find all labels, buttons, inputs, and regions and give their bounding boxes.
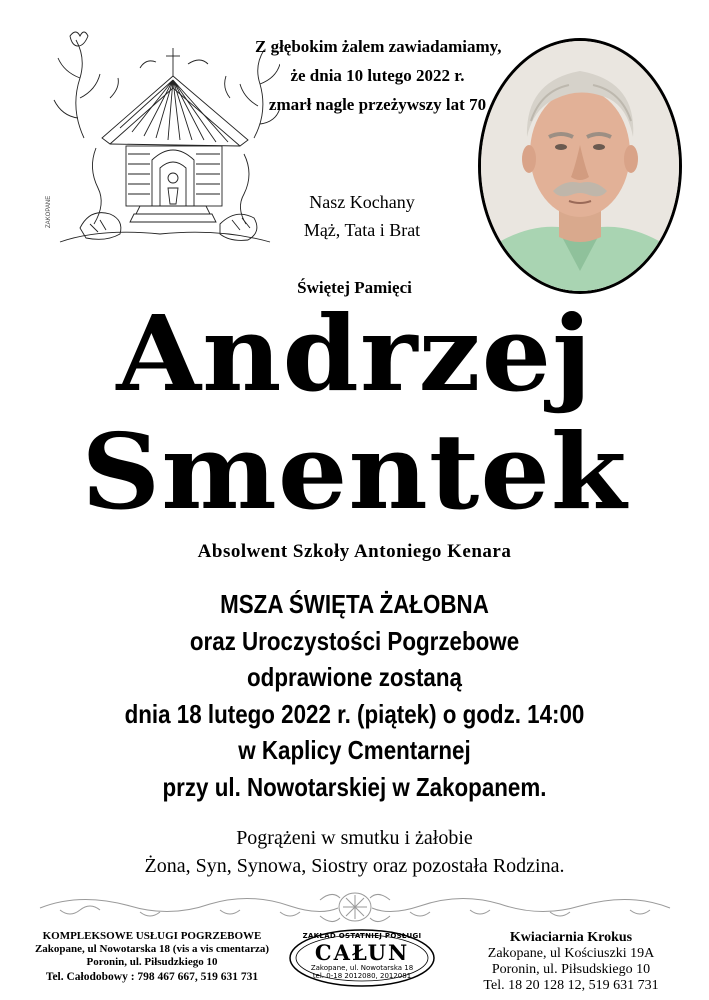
mourners-line-2: Żona, Syn, Synowa, Siostry oraz pozostała Rodzina. — [144, 855, 565, 877]
florist-address-2: Poronin, ul. Piłsudskiego 10 — [491, 962, 651, 977]
portrait-image — [481, 41, 679, 291]
mass-line-4: dnia 18 lutego 2022 r. (piątek) o godz. 14:00 — [124, 698, 585, 729]
logo-tel: tel. 0-18 2012080, 2012081 — [312, 972, 412, 980]
funeral-home-address-2: Poronin, ul. Piłsudzkiego 10 — [86, 956, 218, 968]
mass-line-3: odprawione zostaną — [247, 662, 462, 692]
funeral-home-phone: Tel. Całodobowy : 798 467 667, 519 631 731 — [45, 971, 259, 983]
logo-address: Zakopane, ul. Nowotarska 18 — [310, 964, 414, 972]
logo-brand: CAŁUN — [314, 940, 410, 965]
florist-info — [448, 930, 694, 994]
funeral-home-title: KOMPLEKSOWE USŁUGI POGRZEBOWE — [42, 930, 262, 942]
folk-ornament-divider — [20, 886, 690, 928]
mass-line-1: MSZA ŚWIĘTA ŻAŁOBNA — [220, 589, 489, 619]
funeral-home-address-1: Zakopane, ul Nowotarska 18 (vis a vis cmentarza) — [34, 943, 270, 955]
chapel-sketch-illustration — [40, 28, 280, 268]
family-relation — [262, 188, 462, 244]
florist-phone: Tel. 18 20 128 12, 519 631 731 — [483, 978, 659, 993]
logo-top-text: ZAKŁAD OSTATNIEJ POSŁUGI — [302, 932, 422, 940]
death-announcement — [255, 32, 500, 119]
mass-line-2: oraz Uroczystości Pogrzebowe — [189, 625, 520, 656]
mass-line-5: w Kaplicy Cmentarnej — [238, 735, 471, 765]
calun-logo — [288, 928, 436, 988]
deceased-portrait — [478, 38, 682, 294]
relation-line-1: Nasz Kochany — [309, 192, 415, 212]
funeral-home-info — [18, 930, 286, 984]
mourners-line-1: Pogrążeni w smutku i żałobie — [236, 827, 473, 849]
announcement-line-1: Z głębokim żalem zawiadamiamy, — [255, 37, 502, 56]
school-note: Absolwent Szkoły Antoniego Kenara — [197, 541, 512, 562]
florist-address-1: Zakopane, ul Kościuszki 19A — [487, 946, 655, 961]
svg-text:ZAKOPANE: ZAKOPANE — [46, 195, 52, 228]
deceased-first-name: Andrzej — [116, 292, 593, 415]
announcement-line-3: zmarł nagle przeżywszy lat 70 — [268, 95, 487, 114]
announcement-line-2: że dnia 10 lutego 2022 r. — [290, 66, 465, 85]
mourners — [0, 824, 709, 880]
mass-line-6: przy ul. Nowotarskiej w Zakopanem. — [162, 771, 547, 802]
deceased-last-name: Smentek — [81, 410, 628, 533]
funeral-mass-details — [0, 586, 709, 805]
in-memory-label: Świętej Pamięci — [297, 278, 412, 297]
florist-name: Kwiaciarnia Krokus — [509, 930, 633, 945]
relation-line-2: Mąż, Tata i Brat — [303, 220, 421, 240]
